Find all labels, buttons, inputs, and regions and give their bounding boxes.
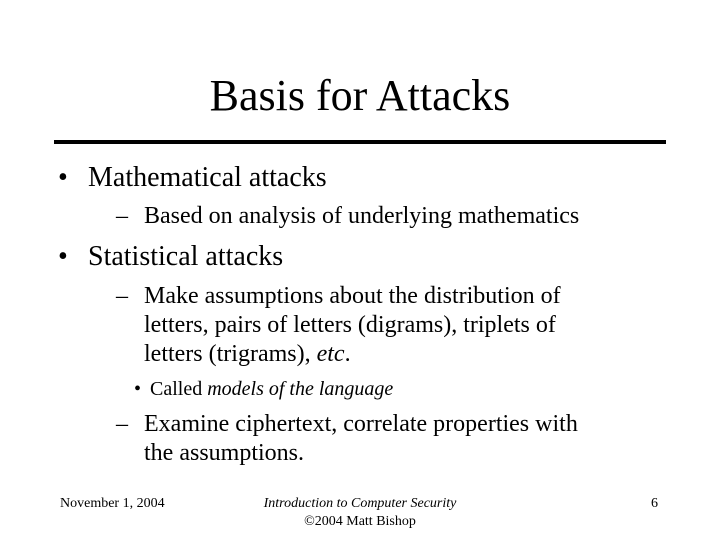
line-tail: . xyxy=(344,341,351,367)
footer-date: November 1, 2004 xyxy=(60,496,165,511)
bullet-mathematical-attacks xyxy=(58,161,327,195)
italic-etc: etc xyxy=(316,341,345,367)
sub-bullet-mathematics xyxy=(116,202,660,231)
sub-bullet-examine xyxy=(116,410,660,468)
line: Make assumptions about the distribution of xyxy=(144,283,561,309)
title-divider xyxy=(54,140,666,144)
dash-icon: – xyxy=(116,203,128,229)
sub-bullet-assumptions xyxy=(116,282,660,369)
bullet-icon: • xyxy=(58,241,68,272)
bullet-text: Mathematical attacks xyxy=(88,162,327,193)
sub-bullet-text xyxy=(120,282,660,369)
line: Examine ciphertext, correlate properties with xyxy=(144,411,578,437)
footer-center xyxy=(0,495,720,531)
footer-course: Introduction to Computer Security xyxy=(263,496,457,511)
italic-text: models of the language xyxy=(207,378,394,400)
line: letters (trigrams), xyxy=(144,341,317,367)
bullet-statistical-attacks xyxy=(58,240,283,274)
line: the assumptions. xyxy=(144,440,304,466)
sub-sub-bullet-models xyxy=(134,377,393,401)
bullet-text: Statistical attacks xyxy=(88,241,284,272)
footer-copyright: ©2004 Matt Bishop xyxy=(304,514,416,529)
sub-bullet-text: Based on analysis of underlying mathematics xyxy=(144,203,580,229)
bullet-icon: • xyxy=(134,378,142,400)
slide-title: Basis for Attacks xyxy=(209,71,511,120)
dash-icon: – xyxy=(116,283,128,309)
footer-page-number: 6 xyxy=(651,496,658,511)
bullet-icon: • xyxy=(58,162,68,193)
prefix-text: Called xyxy=(150,378,208,400)
line: letters, pairs of letters (digrams), triplets of xyxy=(144,312,556,338)
sub-bullet-text xyxy=(120,410,660,468)
dash-icon: – xyxy=(116,411,128,437)
